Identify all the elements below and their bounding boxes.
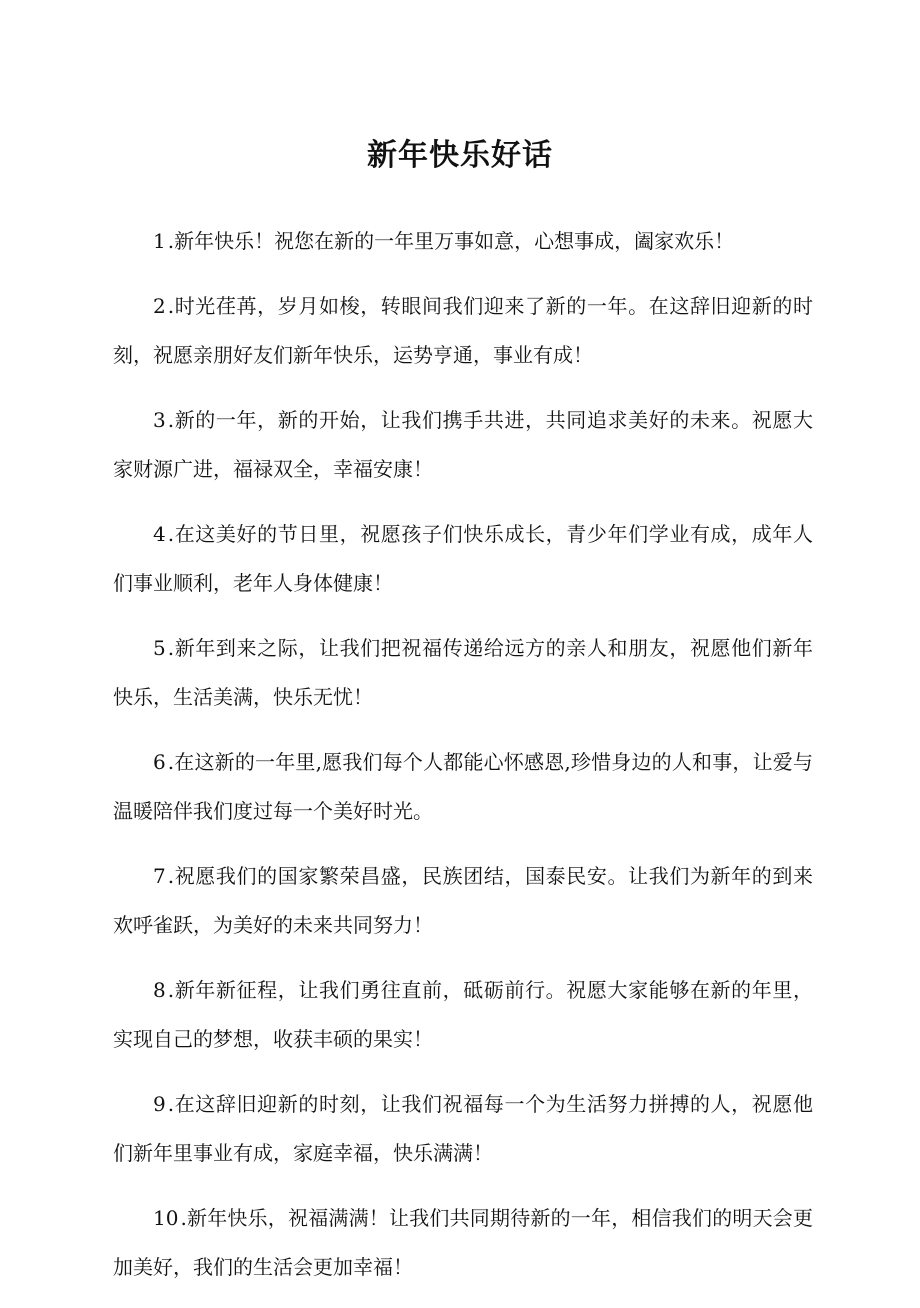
item-text: .在这辞旧迎新的时刻，让我们祝福每一个为生活努力拼搏的人，祝愿他们新年里事业有成，家庭幸福，快乐满满！	[113, 1092, 813, 1165]
page-title: 新年快乐好话	[367, 138, 553, 174]
item-number: 10	[153, 1206, 179, 1230]
list-item	[113, 852, 813, 950]
item-number: 9	[153, 1092, 166, 1116]
item-text: .祝愿我们的国家繁荣昌盛，民族团结，国泰民安。让我们为新年的到来欢呼雀跃，为美好的未来共同努力！	[113, 864, 813, 937]
list-item	[113, 510, 813, 608]
item-text: .新年快乐！祝您在新的一年里万事如意，心想事成，阖家欢乐！	[167, 229, 735, 253]
item-number: 6	[153, 750, 166, 774]
item-number: 7	[153, 864, 166, 888]
list-item	[113, 966, 813, 1064]
list-item	[113, 1194, 813, 1292]
list-item	[113, 624, 813, 722]
item-number: 3	[153, 408, 166, 432]
item-text: .时光荏苒，岁月如梭，转眼间我们迎来了新的一年。在这辞旧迎新的时刻，祝愿亲朋好友们新年快乐，运势亨通，事业有成！	[113, 294, 813, 367]
item-number: 4	[153, 522, 166, 546]
item-text: .新年到来之际，让我们把祝福传递给远方的亲人和朋友，祝愿他们新年快乐，生活美满，快乐无忧！	[113, 636, 813, 709]
list-item	[113, 738, 813, 836]
list-item	[113, 1080, 813, 1178]
item-text: .新年新征程，让我们勇往直前，砥砺前行。祝愿大家能够在新的年里，实现自己的梦想，收获丰硕的果实！	[113, 978, 813, 1051]
item-text: .在这新的一年里,愿我们每个人都能心怀感恩,珍惜身边的人和事，让爱与温暖陪伴我们度过每一个美好时光。	[113, 750, 813, 823]
item-number: 2	[153, 294, 166, 318]
item-text: .在这美好的节日里，祝愿孩子们快乐成长，青少年们学业有成，成年人们事业顺利，老年人身体健康！	[113, 522, 813, 595]
item-text: .新的一年，新的开始，让我们携手共进，共同追求美好的未来。祝愿大家财源广进，福禄双全，幸福安康！	[113, 408, 813, 481]
item-number: 5	[153, 636, 166, 660]
item-number: 1	[153, 229, 166, 253]
list-item	[113, 217, 813, 266]
list-item	[113, 282, 813, 380]
item-text: .新年快乐，祝福满满！让我们共同期待新的一年，相信我们的明天会更加美好，我们的生活会更加幸福！	[113, 1206, 813, 1279]
greeting-list	[113, 217, 813, 1308]
item-number: 8	[153, 978, 166, 1002]
list-item	[113, 396, 813, 494]
